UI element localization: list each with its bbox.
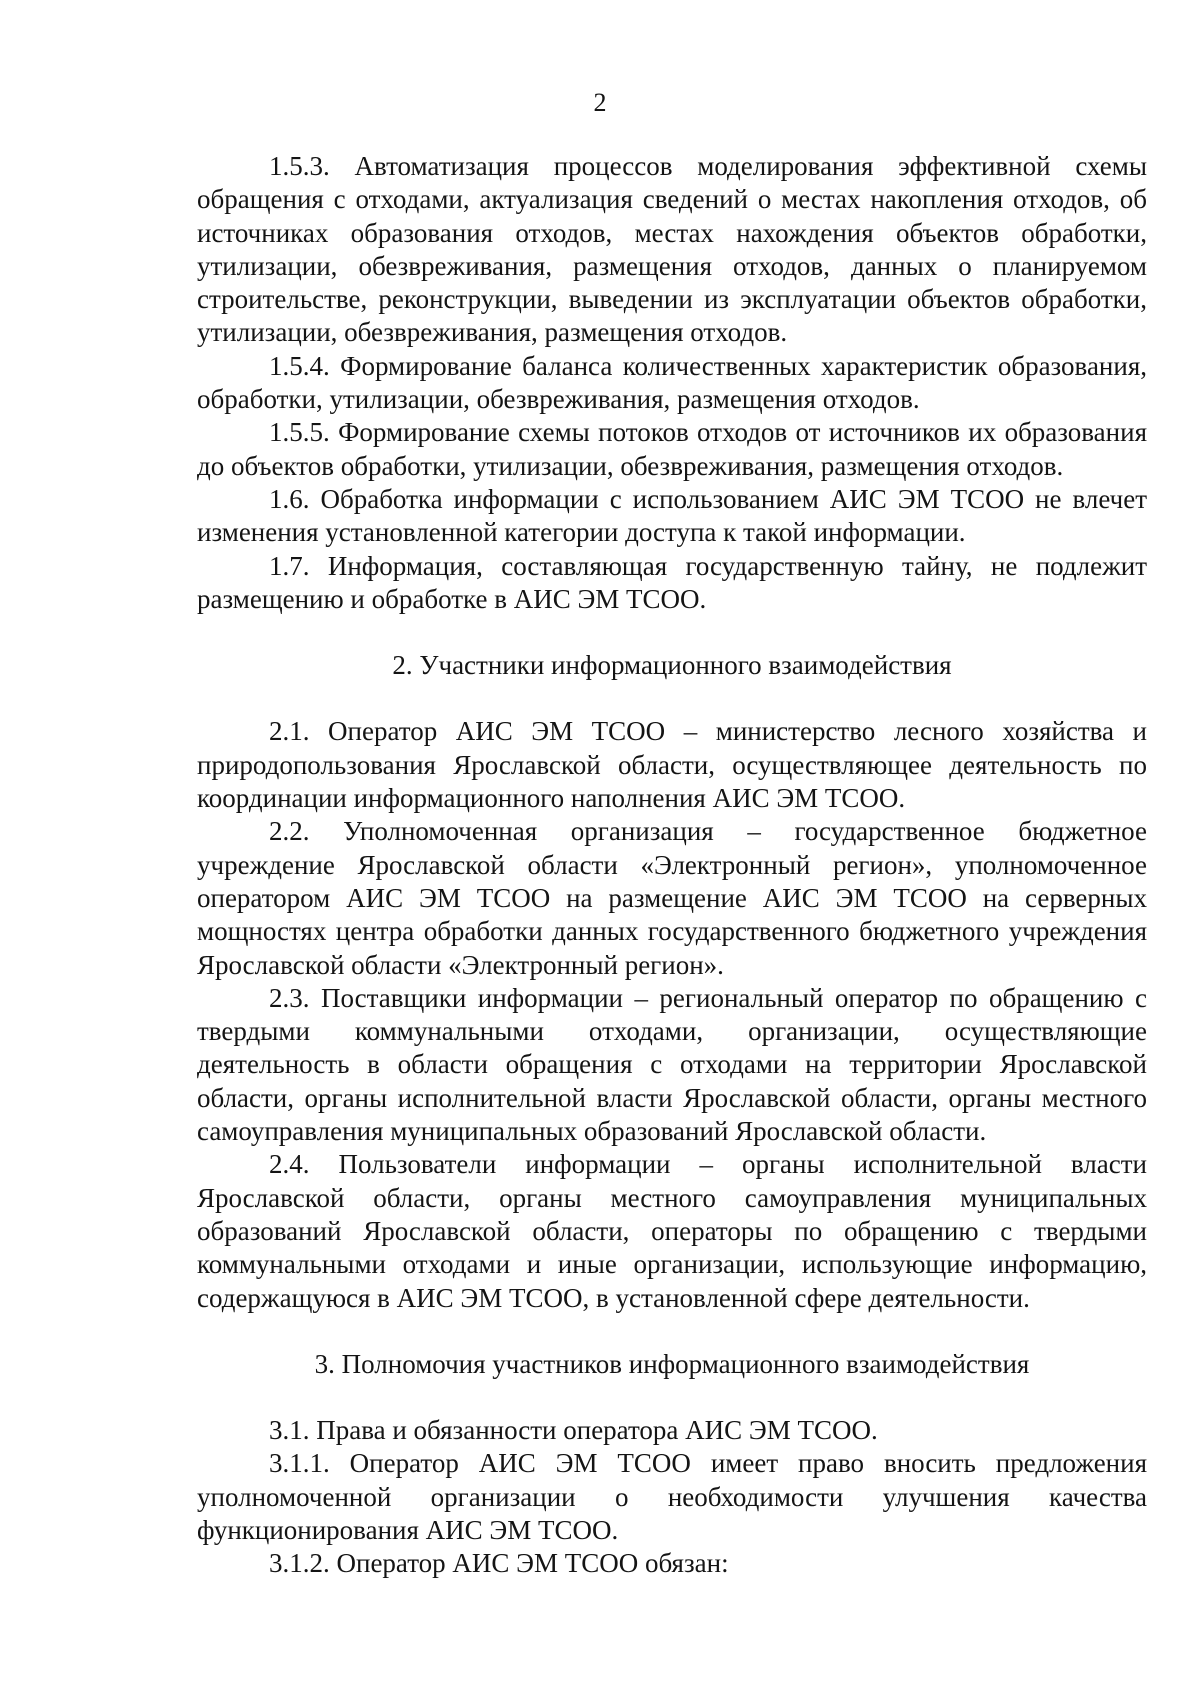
spacer bbox=[197, 616, 1147, 649]
paragraph-3-1-2: 3.1.2. Оператор АИС ЭМ ТСОО обязан: bbox=[269, 1548, 729, 1579]
paragraph-2-4: 2.4. Пользователи информации – органы исполнительной власти Ярославской области, органы местного самоуправления муниципальных образований Ярославской области, операторы по обращению с твердыми коммунальными отходами и иные организации, использующие информацию, содержащуюся в АИС ЭМ ТСОО, в установленной сфере деятельности. bbox=[197, 1149, 1147, 1313]
paragraph-2-3: 2.3. Поставщики информации – региональный оператор по обращению с твердыми коммунальными отходами, организации, осуществляющие деятельность в области обращения с отходами на территории Ярославской области, органы исполнительной власти Ярославской области, органы местного самоуправления муниципальных образований Ярославской области. bbox=[197, 982, 1147, 1147]
page-number: 2 bbox=[593, 88, 607, 117]
spacer bbox=[197, 1315, 1147, 1348]
paragraph-2-2: 2.2. Уполномоченная организация – государственное бюджетное учреждение Ярославской области «Электронный регион», уполномоченное оператором АИС ЭМ ТСОО на размещение АИС ЭМ ТСОО на серверных мощностях центра обработки данных государственного бюджетного учреждения Ярославской области «Электронный регион». bbox=[197, 816, 1147, 980]
paragraph-3-1-1: 3.1.1. Оператор АИС ЭМ ТСОО имеет право вносить предложения уполномоченной организации о необходимости улучшения качества функционирования АИС ЭМ ТСОО. bbox=[197, 1448, 1147, 1545]
paragraph-1-5-5: 1.5.5. Формирование схемы потоков отходов от источников их образования до объектов обработки, утилизации, обезвреживания, размещения отходов. bbox=[197, 417, 1147, 481]
section-3-heading: 3. Полномочия участников информационного взаимодействия bbox=[314, 1348, 1030, 1379]
section-2-heading: 2. Участники информационного взаимодействия bbox=[392, 650, 952, 681]
paragraph-1-6: 1.6. Обработка информации с использованием АИС ЭМ ТСОО не влечет изменения установленной категории доступа к такой информации. bbox=[197, 483, 1147, 548]
spacer bbox=[197, 1381, 1147, 1414]
paragraph-1-7: 1.7. Информация, составляющая государственную тайну, не подлежит размещению и обработке в АИС ЭМ ТСОО. bbox=[197, 550, 1147, 614]
paragraph-3-1: 3.1. Права и обязанности оператора АИС ЭМ ТСОО. bbox=[269, 1415, 878, 1446]
spacer bbox=[197, 682, 1147, 715]
paragraph-1-5-3: 1.5.3. Автоматизация процессов моделирования эффективной схемы обращения с отходами, актуализация сведений о местах накопления отходов, об источниках образования отходов, местах нахождения объектов обработки, утилизации, обезвреживания, размещения отходов, данных о планируемом строительстве, реконструкции, выведении из эксплуатации объектов обработки, утилизации, обезвреживания, размещения отходов. bbox=[197, 151, 1147, 348]
document-body bbox=[197, 150, 1147, 1581]
paragraph-2-1: 2.1. Оператор АИС ЭМ ТСОО – министерство лесного хозяйства и природопользования Ярославской области, осуществляющее деятельность по координации информационного наполнения АИС ЭМ ТСОО. bbox=[197, 716, 1147, 814]
paragraph-1-5-4: 1.5.4. Формирование баланса количественных характеристик образования, обработки, утилизации, обезвреживания, размещения отходов. bbox=[197, 350, 1147, 415]
